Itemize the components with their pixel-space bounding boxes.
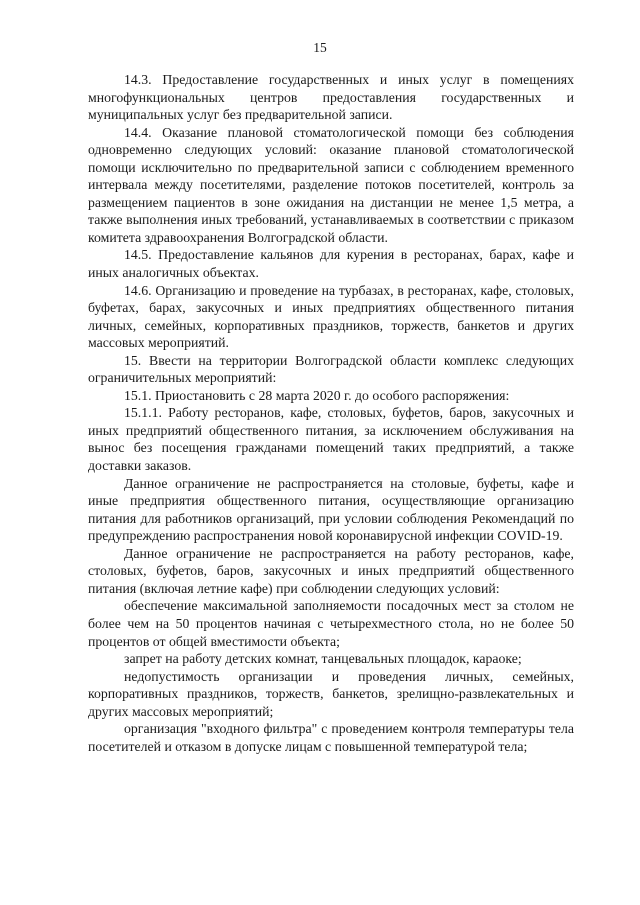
paragraph-15-1: 15.1. Приостановить с 28 марта 2020 г. до особого распоряжения: — [124, 387, 510, 403]
paragraph-14-5: 14.5. Предоставление кальянов для курения в ресторанах, барах, кафе и иных аналогичных объектах. — [88, 247, 574, 281]
paragraph-condition-seating: обеспечение максимальной заполняемости посадочных мест за столом не более чем на 50 процентов начиная с четырехместного стола, но не более 50 процентов от общей вместимости объекта; — [88, 598, 574, 649]
document-body — [88, 71, 574, 755]
paragraph-14-4: 14.4. Оказание плановой стоматологической помощи без соблюдения одновременно следующих условий: оказание плановой стоматологической помощи исключительно по предварительной записи с соблюдением временного интервала между посетителями, разделение потоков посетителей, контроль за размещением пациентов в зоне ожидания на дистанции не менее 1,5 метра, а также выполнения иных требований, устанавливаемых в соответствии с приказом комитета здравоохранения Волгоградской области. — [88, 124, 574, 245]
paragraph-condition-entry-filter: организация "входного фильтра" с проведением контроля температуры тела посетителей и отказом в допуске лицам с повышенной температурой тела; — [88, 721, 574, 754]
paragraph-exception-restaurants: Данное ограничение не распространяется на работу ресторанов, кафе, столовых, буфетов, баров, закусочных и иных предприятий общественного питания (включая летние кафе) при соблюдении следующих условий: — [88, 545, 574, 596]
paragraph-15-1-1: 15.1.1. Работу ресторанов, кафе, столовых, буфетов, баров, закусочных и иных предприятий общественного питания, за исключением обслуживания на вынос без посещения гражданами помещений таких предприятий, а также доставки заказов. — [88, 405, 574, 474]
page-number: 15 — [313, 40, 327, 55]
paragraph-exception-canteens: Данное ограничение не распространяется на столовые, буфеты, кафе и иные предприятия общественного питания, осуществляющие организацию питания для работников организаций, при условии соблюдения Рекомендаций по предупреждению распространения новой коронавирусной инфекции COVID-19. — [88, 475, 574, 544]
paragraph-14-3: 14.3. Предоставление государственных и иных услуг в помещениях многофункциональных центров предоставления государственных и муниципальных услуг без предварительной записи. — [88, 72, 574, 123]
paragraph-condition-events: недопустимость организации и проведения личных, семейных, корпоративных праздников, торжеств, банкетов, зрелищно-развлекательных и других массовых мероприятий; — [88, 668, 574, 719]
paragraph-14-6: 14.6. Организацию и проведение на турбазах, в ресторанах, кафе, столовых, буфетах, барах, закусочных и иных предприятиях общественного питания личных, семейных, корпоративных праздников, торжеств, банкетов и других массовых мероприятий. — [88, 282, 574, 351]
paragraph-condition-kids-rooms: запрет на работу детских комнат, танцевальных площадок, караоке; — [124, 651, 522, 667]
paragraph-15: 15. Ввести на территории Волгоградской области комплекс следующих ограничительных мероприятий: — [88, 352, 574, 386]
